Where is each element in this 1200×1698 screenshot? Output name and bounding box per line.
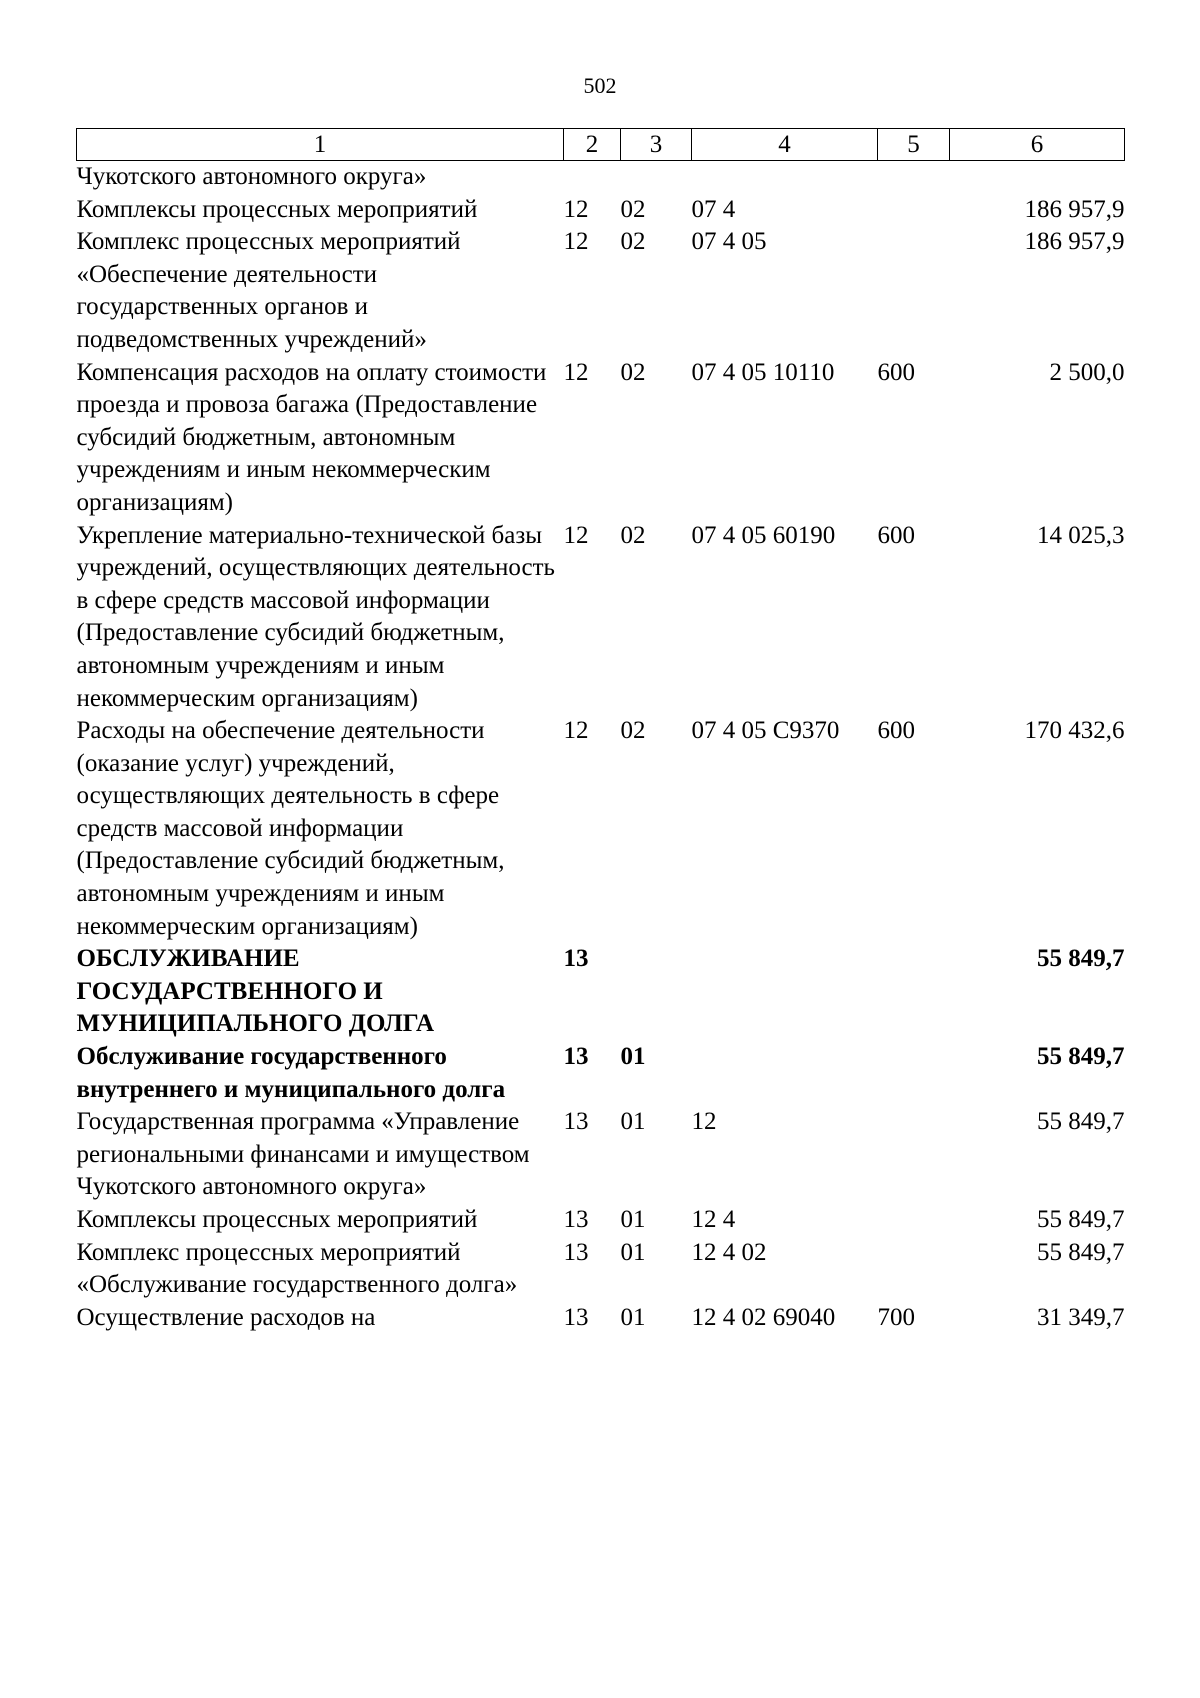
cell-subsection	[621, 943, 692, 1041]
cell-section: 13	[563, 1043, 589, 1071]
header-row	[77, 129, 1125, 161]
cell-amount: 31 349,7	[1037, 1303, 1125, 1331]
cell-amount: 14 025,3	[1037, 521, 1125, 549]
cell-expense-type: 600	[877, 717, 915, 745]
cell-section: 13	[563, 1108, 589, 1136]
cell-amount: 55 849,7	[1037, 945, 1125, 973]
cell-subsection: 02	[620, 228, 646, 256]
table-body	[77, 161, 1125, 1335]
header-col-name: 1	[77, 129, 564, 161]
cell-target-article: 07 4	[691, 195, 736, 223]
cell-amount: 55 849,7	[1037, 1238, 1125, 1266]
table-row	[77, 161, 1125, 194]
cell-subsection: 02	[620, 358, 646, 386]
cell-section: 12	[563, 195, 589, 223]
cell-subsection: 02	[620, 195, 646, 223]
cell-name: Осуществление расходов на	[76, 1303, 376, 1331]
cell-expense-type	[878, 226, 950, 356]
cell-expense-type	[878, 1106, 950, 1204]
table-row	[77, 520, 1125, 716]
page-number: 502	[583, 73, 617, 98]
cell-section: 12	[563, 358, 589, 386]
cell-target-article: 07 4 05 10110	[691, 358, 835, 386]
cell-amount: 55 849,7	[1037, 1108, 1125, 1136]
cell-target-article: 07 4 05	[691, 228, 767, 256]
cell-name: Укрепление материально-технической базы учреждений, осуществляющих деятельность в сфере средств массовой информации (Предоставление субсидий бюджетным, автономным учреждениям и иным некоммерческим организациям)	[76, 521, 555, 712]
cell-expense-type	[878, 194, 950, 227]
cell-name: Чукотского автономного округа»	[76, 163, 427, 190]
table-row	[77, 1302, 1125, 1335]
cell-section: 13	[563, 1303, 589, 1331]
cell-name: Компенсация расходов на оплату стоимости проезда и провоза багажа (Предоставление субсидий бюджетным, автономным учреждениям и иным некоммерческим организациям)	[76, 358, 547, 516]
cell-expense-type	[878, 161, 950, 194]
table-row	[77, 943, 1125, 1041]
cell-subsection	[621, 161, 692, 194]
cell-subsection: 02	[620, 717, 646, 745]
cell-section: 13	[563, 945, 589, 973]
cell-expense-type	[878, 1041, 950, 1106]
cell-amount: 2 500,0	[1049, 358, 1125, 386]
cell-name: Комплексы процессных мероприятий	[76, 195, 478, 223]
cell-section: 13	[563, 1206, 589, 1233]
cell-target-article: 12 4	[691, 1206, 736, 1233]
cell-amount: 170 432,6	[1024, 717, 1125, 745]
header-col-section: 2	[564, 129, 621, 161]
cell-name: Комплекс процессных мероприятий «Обслуживание государственного долга»	[76, 1238, 518, 1299]
cell-name: Комплекс процессных мероприятий «Обеспечение деятельности государственных органов и подведомственных учреждений»	[76, 228, 461, 353]
table-row	[77, 715, 1125, 943]
table-row	[77, 226, 1125, 356]
cell-target-article	[692, 1041, 878, 1106]
cell-amount: 186 957,9	[1024, 195, 1125, 223]
cell-subsection: 01	[620, 1043, 646, 1071]
table-row	[77, 1041, 1125, 1106]
table-row	[77, 194, 1125, 227]
cell-section: 12	[563, 228, 589, 256]
cell-target-article: 12	[691, 1108, 717, 1136]
header-col-target-article: 4	[692, 129, 878, 161]
cell-expense-type: 600	[877, 358, 915, 386]
cell-target-article: 07 4 05 С9370	[691, 717, 840, 745]
header-col-amount: 6	[950, 129, 1125, 161]
table-row	[77, 1237, 1125, 1302]
cell-name: ОБСЛУЖИВАНИЕ ГОСУДАРСТВЕННОГО И МУНИЦИПАЛЬНОГО ДОЛГА	[76, 945, 435, 1038]
cell-expense-type	[878, 1237, 950, 1302]
cell-expense-type: 600	[877, 521, 915, 549]
cell-target-article	[692, 943, 878, 1041]
cell-section: 12	[563, 521, 589, 549]
header-col-subsection: 3	[621, 129, 692, 161]
table-row	[77, 1204, 1125, 1237]
cell-target-article: 07 4 05 60190	[691, 521, 836, 549]
cell-section: 13	[563, 1238, 589, 1266]
cell-section: 12	[563, 717, 589, 745]
cell-name: Обслуживание государственного внутреннего и муниципального долга	[76, 1043, 506, 1103]
cell-target-article: 12 4 02	[691, 1238, 767, 1266]
cell-expense-type	[878, 943, 950, 1041]
header-col-expense-type: 5	[878, 129, 950, 161]
cell-subsection: 01	[620, 1238, 646, 1266]
cell-subsection: 01	[620, 1108, 646, 1136]
cell-name: Комплексы процессных мероприятий	[76, 1206, 478, 1233]
cell-subsection: 01	[620, 1303, 646, 1331]
cell-subsection: 01	[620, 1206, 646, 1233]
cell-amount	[950, 161, 1125, 194]
cell-expense-type	[878, 1204, 950, 1237]
cell-subsection: 02	[620, 521, 646, 549]
cell-amount: 55 849,7	[1037, 1043, 1125, 1071]
cell-name: Расходы на обеспечение деятельности (оказание услуг) учреждений, осуществляющих деятельность в сфере средств массовой информации (Предоставление субсидий бюджетным, автономным учреждениям и иным некоммерческим организациям)	[76, 717, 505, 940]
cell-section	[564, 161, 621, 194]
table-row	[77, 1106, 1125, 1204]
cell-expense-type: 700	[877, 1303, 915, 1331]
budget-table	[76, 128, 1125, 1334]
cell-amount: 55 849,7	[1037, 1206, 1125, 1233]
cell-target-article	[692, 161, 878, 194]
cell-name: Государственная программа «Управление региональными финансами и имуществом Чукотского автономного округа»	[76, 1108, 530, 1201]
table-row	[77, 357, 1125, 520]
cell-target-article: 12 4 02 69040	[691, 1303, 836, 1331]
cell-amount: 186 957,9	[1024, 228, 1125, 256]
